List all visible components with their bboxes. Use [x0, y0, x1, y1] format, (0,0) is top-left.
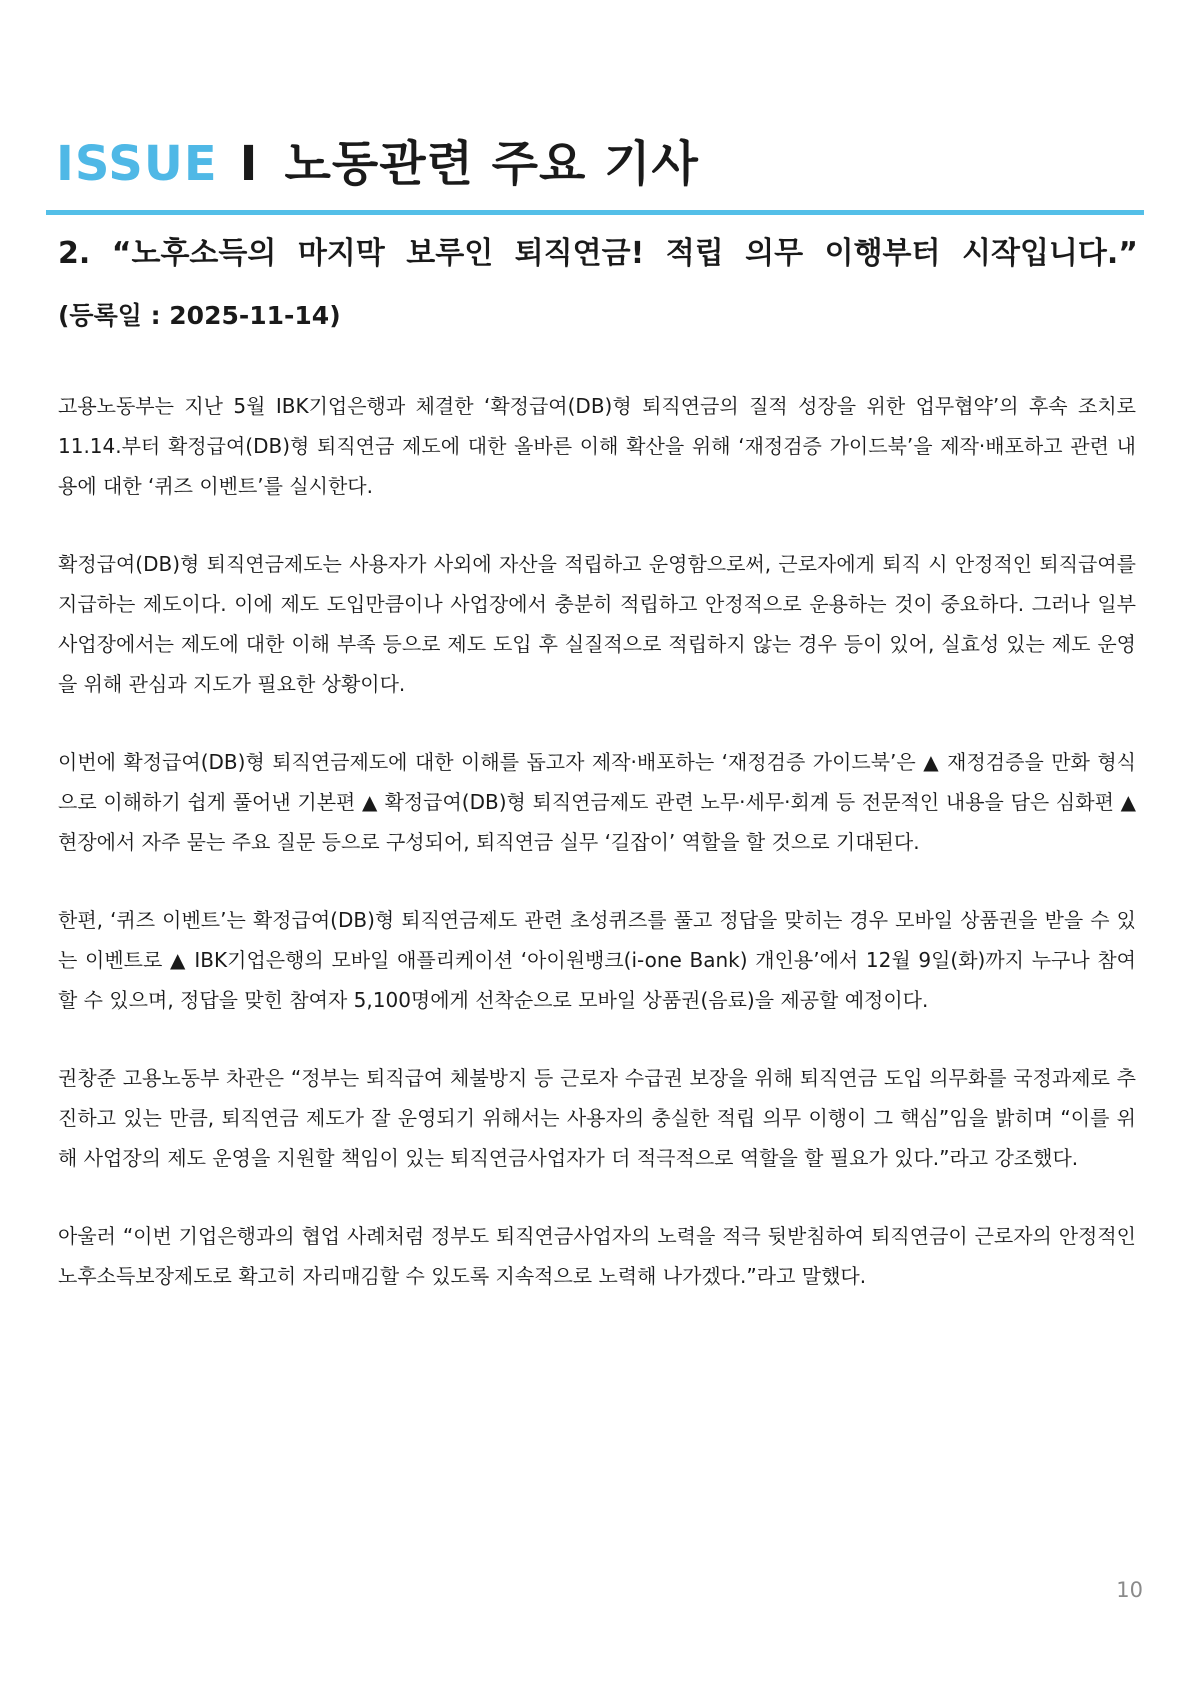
- paragraph: 한편, ‘퀴즈 이벤트’는 확정급여(DB)형 퇴직연금제도 관련 초성퀴즈를 풀고 정답을 맞히는 경우 모바일 상품권을 받을 수 있는 이벤트로 ▲ IBK기업은행의 모바일 애플리케이션 ‘아이원뱅크(i-one Bank) 개인용’에서 12월 9일(화)까지 누구나 참여할 수 있으며, 정답을 맞힌 참여자 5,100명에게 선착순으로 모바일 상품권(음료)을 제공할 예정이다.: [58, 908, 1136, 1012]
- paragraph: 아울러 “이번 기업은행과의 협업 사례처럼 정부도 퇴직연금사업자의 노력을 적극 뒷받침하여 퇴직연금이 근로자의 안정적인 노후소득보장제도로 확고히 자리매김할 수 있도록 지속적으로 노력해 나가겠다.”라고 말했다.: [58, 1224, 1136, 1288]
- page-header: [46, 128, 1144, 215]
- paragraph: 고용노동부는 지난 5월 IBK기업은행과 체결한 ‘확정급여(DB)형 퇴직연금의 질적 성장을 위한 업무협약’의 후속 조치로 11.14.부터 확정급여(DB)형 퇴직연금 제도에 대한 올바른 이해 확산을 위해 ‘재정검증 가이드북’을 제작·배포하고 관련 내용에 대한 ‘퀴즈 이벤트’를 실시한다.: [58, 394, 1136, 498]
- heading-separator: I: [239, 136, 259, 192]
- paragraph: 확정급여(DB)형 퇴직연금제도는 사용자가 사외에 자산을 적립하고 운영함으로써, 근로자에게 퇴직 시 안정적인 퇴직급여를 지급하는 제도이다. 이에 제도 도입만큼이나 사업장에서 충분히 적립하고 안정적으로 운용하는 것이 중요하다. 그러나 일부 사업장에서는 제도에 대한 이해 부족 등으로 제도 도입 후 실질적으로 적립하지 않는 경우 등이 있어, 실효성 있는 제도 운영을 위해 관심과 지도가 필요한 상황이다.: [58, 552, 1136, 696]
- paragraph: 이번에 확정급여(DB)형 퇴직연금제도에 대한 이해를 돕고자 제작·배포하는 ‘재정검증 가이드북’은 ▲ 재정검증을 만화 형식 으로 이해하기 쉽게 풀어낸 기본편 ▲ 확정급여(DB)형 퇴직연금제도 관련 노무·세무·회계 등 전문적인 내용을 담은 심화편 ▲ 현장에서 자주 묻는 주요 질문 등으로 구성되어, 퇴직연금 실무 ‘길잡이’ 역할을 할 것으로 기대된다.: [58, 750, 1136, 854]
- page-number: 10: [1116, 1578, 1143, 1602]
- paragraph: 권창준 고용노동부 차관은 “정부는 퇴직급여 체불방지 등 근로자 수급권 보장을 위해 퇴직연금 도입 의무화를 국정과제로 추진하고 있는 만큼, 퇴직연금 제도가 잘 운영되기 위해서는 사용자의 충실한 적립 의무 이행이 그 핵심”임을 밝히며 “이를 위해 사업장의 제도 운영을 지원할 책임이 있는 퇴직연금사업자가 더 적극적으로 역할을 할 필요가 있다.”라고 강조했다.: [58, 1066, 1136, 1170]
- section-title: 노동관련 주요 기사: [284, 136, 699, 192]
- header-rule: [46, 210, 1144, 215]
- article-title: 2. “노후소득의 마지막 보루인 퇴직연금! 적립 의무 이행부터 시작입니다.”: [58, 236, 1138, 271]
- registration-date: (등록일 : 2025-11-14): [58, 301, 341, 330]
- article-body: [58, 386, 1136, 1334]
- issue-label: ISSUE: [56, 136, 218, 192]
- section-heading: [46, 128, 1144, 200]
